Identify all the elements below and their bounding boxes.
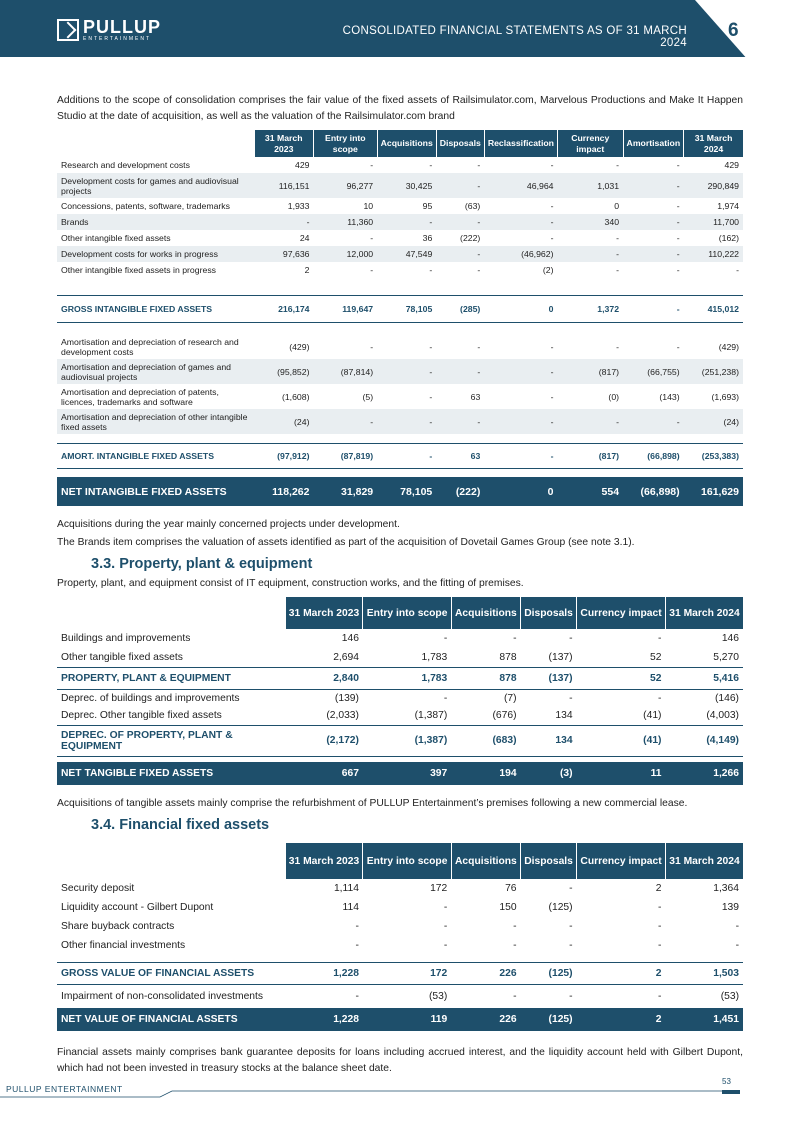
row-value: - xyxy=(477,265,481,275)
gross-total-row xyxy=(57,295,743,322)
table-row xyxy=(57,879,743,898)
table-row xyxy=(57,334,743,359)
section-number: 6 xyxy=(728,20,739,41)
ppe-heading: 3.3. Property, plant & equipment xyxy=(91,556,313,572)
row-label: Deprec. Other tangible fixed assets xyxy=(61,710,222,722)
row-value: - xyxy=(477,160,481,170)
row-value: 24 xyxy=(299,233,310,243)
row-label: Research and development costs xyxy=(61,160,190,170)
row-value: - xyxy=(735,921,739,932)
row-value: (139) xyxy=(334,692,359,704)
row-value: 878 xyxy=(451,667,520,689)
row-value: - xyxy=(443,633,448,644)
ppe-note: Acquisitions of tangible assets mainly comprise the refurbishment of PULLUP Entertainment’s premises following a new commercial lease. xyxy=(57,798,688,809)
row-value: 119 xyxy=(363,1008,451,1031)
row-value: - xyxy=(513,921,517,932)
row-label: Security deposit xyxy=(61,883,135,894)
row-value: (7) xyxy=(503,692,517,704)
net-total-row xyxy=(57,762,743,785)
row-value: 78,105 xyxy=(377,295,436,322)
row-value: - xyxy=(569,990,573,1002)
row-value: - xyxy=(377,359,436,384)
column-header: Reclassification xyxy=(484,130,557,157)
row-value: 1,114 xyxy=(333,883,359,894)
row-value: - xyxy=(513,990,517,1002)
row-value: 2,694 xyxy=(333,651,359,663)
row-value: - xyxy=(735,940,739,951)
row-value: - xyxy=(436,214,484,230)
row-label: PROPERTY, PLANT & EQUIPMENT xyxy=(57,667,285,689)
row-value: (125) xyxy=(548,902,573,913)
row-value: (251,238) xyxy=(684,359,743,384)
row-value: - xyxy=(484,409,557,434)
row-value: - xyxy=(557,409,623,434)
row-value: 429 xyxy=(724,160,739,170)
row-value: 5,270 xyxy=(713,651,739,663)
table-row xyxy=(57,409,743,434)
row-value: 118,262 xyxy=(254,477,313,506)
financial-assets-table xyxy=(57,843,743,1031)
row-label: Development costs for works in progress xyxy=(57,246,254,262)
row-value: (0) xyxy=(608,391,620,402)
row-value: (162) xyxy=(718,233,739,243)
row-value: (2,172) xyxy=(285,725,363,756)
column-header: Acquisitions xyxy=(451,597,520,629)
row-value: - xyxy=(736,265,739,275)
row-value: - xyxy=(557,246,623,262)
logo-name: PULLUP xyxy=(83,17,161,37)
row-value: - xyxy=(443,692,448,704)
row-value: (87,814) xyxy=(313,359,377,384)
row-value: (63) xyxy=(464,201,481,211)
row-value: (676) xyxy=(492,710,517,722)
row-label: NET INTANGIBLE FIXED ASSETS xyxy=(57,477,254,506)
row-value: - xyxy=(443,921,448,932)
row-value: - xyxy=(569,692,573,704)
row-value: 46,964 xyxy=(484,173,557,198)
column-header: Currency impact xyxy=(577,597,666,629)
financial-assets-heading: 3.4. Financial fixed assets xyxy=(91,817,270,833)
row-value: (817) xyxy=(557,443,623,468)
row-label: Concessions, patents, software, trademarks xyxy=(61,201,230,211)
table-row xyxy=(57,898,743,917)
table-row xyxy=(57,936,743,955)
row-value: - xyxy=(616,160,620,170)
row-value: - xyxy=(254,214,313,230)
table-row xyxy=(57,246,743,262)
row-value: 1,933 xyxy=(287,201,310,211)
row-value: (53) xyxy=(720,990,739,1002)
row-value: - xyxy=(658,633,662,644)
column-header: Entry into scope xyxy=(363,843,451,879)
row-value: (429) xyxy=(718,341,739,352)
row-label: Share buyback contracts xyxy=(61,921,175,932)
row-value: 63 xyxy=(470,391,481,402)
row-value: 1,031 xyxy=(557,173,623,198)
row-value: 226 xyxy=(451,1008,520,1031)
row-value: 172 xyxy=(363,962,451,984)
row-value: - xyxy=(443,902,448,913)
row-label: Other tangible fixed assets xyxy=(61,651,183,663)
row-value: 10 xyxy=(363,201,374,211)
row-value: (817) xyxy=(557,359,623,384)
row-value: 150 xyxy=(499,902,517,913)
row-value: (24) xyxy=(684,409,743,434)
row-value: 1,783 xyxy=(421,651,448,663)
row-value: 11,360 xyxy=(313,214,377,230)
row-value: (53) xyxy=(428,990,448,1002)
row-label: DEPREC. OF PROPERTY, PLANT & EQUIPMENT xyxy=(57,725,285,756)
row-value: 878 xyxy=(499,651,517,663)
row-value: 1,228 xyxy=(285,962,363,984)
column-header: Disposals xyxy=(436,130,484,157)
row-label: NET TANGIBLE FIXED ASSETS xyxy=(57,762,285,785)
net-total-row xyxy=(57,477,743,506)
row-value: 31,829 xyxy=(313,477,377,506)
table-row xyxy=(57,629,743,648)
row-value: (137) xyxy=(521,667,577,689)
row-value: - xyxy=(658,940,662,951)
row-value: (253,383) xyxy=(684,443,743,468)
row-label: Other financial investments xyxy=(61,940,186,951)
row-value: - xyxy=(569,921,573,932)
row-value: - xyxy=(355,990,359,1002)
header-title: CONSOLIDATED FINANCIAL STATEMENTS AS OF 31 MARCH 2024 xyxy=(342,25,687,49)
row-value: 226 xyxy=(451,962,520,984)
row-value: (66,898) xyxy=(623,477,684,506)
row-value: - xyxy=(623,295,684,322)
row-value: (137) xyxy=(548,651,573,663)
column-header: 31 March 2024 xyxy=(684,130,743,157)
ppe-table xyxy=(57,597,743,785)
column-header: 31 March 2023 xyxy=(254,130,313,157)
row-value: - xyxy=(658,692,662,704)
row-label: NET VALUE OF FINANCIAL ASSETS xyxy=(57,1008,285,1031)
row-label: Liquidity account - Gilbert Dupont xyxy=(61,902,214,913)
row-value: - xyxy=(623,409,684,434)
row-value: - xyxy=(676,265,680,275)
intangible-assets-table xyxy=(57,130,743,506)
row-value: 1,372 xyxy=(557,295,623,322)
column-header: Acquisitions xyxy=(377,130,436,157)
row-value: - xyxy=(436,246,484,262)
row-value: 11,700 xyxy=(684,214,743,230)
intangible-note-1: Acquisitions during the year mainly concerned projects under development. xyxy=(57,519,400,530)
row-value: 116,151 xyxy=(254,173,313,198)
row-value: 11 xyxy=(577,762,666,785)
row-value: 12,000 xyxy=(313,246,377,262)
row-value: - xyxy=(616,233,620,243)
table-row xyxy=(57,984,743,1008)
row-value: - xyxy=(355,940,359,951)
table-row xyxy=(57,198,743,214)
row-value: (429) xyxy=(289,341,310,352)
row-value: (125) xyxy=(521,962,577,984)
column-header: 31 March 2024 xyxy=(665,843,743,879)
row-value: - xyxy=(550,341,554,352)
row-value: - xyxy=(569,883,573,894)
row-value: - xyxy=(429,265,433,275)
header-blank-cell xyxy=(57,597,285,629)
row-value: 146 xyxy=(721,633,739,644)
header-blank-cell xyxy=(57,130,254,157)
footer-company: PULLUP ENTERTAINMENT xyxy=(6,1084,123,1094)
gross-total-row xyxy=(57,962,743,984)
row-value: - xyxy=(623,173,684,198)
row-value: - xyxy=(569,940,573,951)
row-value: 554 xyxy=(557,477,623,506)
row-value: 95 xyxy=(422,201,433,211)
column-header: 31 March 2024 xyxy=(665,597,743,629)
column-header: Currency impact xyxy=(557,130,623,157)
row-value: - xyxy=(484,443,557,468)
row-value: (41) xyxy=(643,710,662,722)
page-number-tab xyxy=(695,0,800,57)
row-label: Amortisation and depreciation of research and development costs xyxy=(61,336,239,357)
row-value: 119,647 xyxy=(313,295,377,322)
row-value: - xyxy=(429,160,433,170)
ppe-intro: Property, plant, and equipment consist of IT equipment, construction works, and the fitting of premises. xyxy=(57,578,524,589)
row-value: - xyxy=(658,921,662,932)
column-header: Entry into scope xyxy=(313,130,377,157)
row-label: GROSS INTANGIBLE FIXED ASSETS xyxy=(57,295,254,322)
row-value: - xyxy=(569,633,573,644)
row-value: - xyxy=(429,391,433,402)
row-value: 36 xyxy=(422,233,433,243)
column-header: Disposals xyxy=(521,597,577,629)
row-value: 1,364 xyxy=(713,883,739,894)
row-value: 1,451 xyxy=(665,1008,743,1031)
intangible-note-2: The Brands item comprises the valuation of assets identified as part of the acquisition of Dovetail Games Group (see note 3.1). xyxy=(57,537,635,548)
row-value: 146 xyxy=(341,633,359,644)
deprec-total-row xyxy=(57,725,743,756)
row-value: 134 xyxy=(521,725,577,756)
row-label: Deprec. of buildings and improvements xyxy=(61,692,240,704)
row-value: 2,840 xyxy=(285,667,363,689)
row-value: 78,105 xyxy=(377,477,436,506)
row-value: - xyxy=(616,265,620,275)
row-value: (24) xyxy=(254,409,313,434)
row-value: 216,174 xyxy=(254,295,313,322)
row-value: 2 xyxy=(577,1008,666,1031)
row-value: - xyxy=(484,214,557,230)
column-header: Entry into scope xyxy=(363,597,451,629)
page-header xyxy=(0,0,800,57)
row-value: 97,636 xyxy=(254,246,313,262)
row-value: (95,852) xyxy=(254,359,313,384)
row-value: - xyxy=(676,160,680,170)
row-value: - xyxy=(355,921,359,932)
row-value: 110,222 xyxy=(684,246,743,262)
row-value: (5) xyxy=(362,391,374,402)
row-value: - xyxy=(623,214,684,230)
financial-assets-note: Financial assets mainly comprises bank guarantee deposits for loans including accrued interest, and the liquidity account held with Gilbert Dupont, which had not been invested in treasury stocks at the balance sheet date. xyxy=(57,1047,743,1074)
row-value: - xyxy=(313,409,377,434)
row-value: - xyxy=(513,633,517,644)
row-value: 139 xyxy=(721,902,739,913)
row-label: Impairment of non-consolidated investments xyxy=(61,990,264,1002)
row-value: - xyxy=(550,160,554,170)
table-row xyxy=(57,173,743,198)
row-label: Other intangible fixed assets in progress xyxy=(61,265,217,275)
row-value: - xyxy=(436,173,484,198)
row-value: (87,819) xyxy=(313,443,377,468)
row-value: - xyxy=(377,443,436,468)
row-label: AMORT. INTANGIBLE FIXED ASSETS xyxy=(57,443,254,468)
row-value: 5,416 xyxy=(665,667,743,689)
row-value: (66,755) xyxy=(623,359,684,384)
row-label: Other intangible fixed assets xyxy=(61,233,171,243)
row-value: (4,003) xyxy=(706,710,739,722)
row-value: (41) xyxy=(577,725,666,756)
amort-total-row xyxy=(57,443,743,468)
row-value: - xyxy=(623,246,684,262)
table-row xyxy=(57,359,743,384)
row-value: (66,898) xyxy=(623,443,684,468)
row-value: (97,912) xyxy=(254,443,313,468)
row-value: 1,783 xyxy=(363,667,451,689)
row-value: 340 xyxy=(557,214,623,230)
row-value: (125) xyxy=(521,1008,577,1031)
row-value: (222) xyxy=(460,233,481,243)
row-value: - xyxy=(484,359,557,384)
row-value: - xyxy=(658,902,662,913)
table-row xyxy=(57,689,743,707)
row-value: 161,629 xyxy=(684,477,743,506)
row-value: (1,387) xyxy=(414,710,448,722)
row-label: Brands xyxy=(57,214,254,230)
row-value: - xyxy=(550,201,554,211)
column-header: Amortisation xyxy=(623,130,684,157)
logo-mark-icon xyxy=(57,19,79,41)
row-value: 30,425 xyxy=(377,173,436,198)
row-value: 172 xyxy=(430,883,448,894)
row-value: 76 xyxy=(505,883,517,894)
table-row xyxy=(57,648,743,667)
table-row xyxy=(57,262,743,278)
row-value: 667 xyxy=(285,762,363,785)
table-row xyxy=(57,384,743,409)
row-value: - xyxy=(370,341,374,352)
row-value: (285) xyxy=(436,295,484,322)
table-row xyxy=(57,917,743,936)
row-value: - xyxy=(676,233,680,243)
row-value: - xyxy=(377,214,436,230)
row-value: - xyxy=(513,940,517,951)
row-value: (683) xyxy=(451,725,520,756)
row-value: 415,012 xyxy=(684,295,743,322)
row-value: 290,849 xyxy=(684,173,743,198)
row-value: (46,962) xyxy=(484,246,557,262)
row-value: 0 xyxy=(484,477,557,506)
table-row xyxy=(57,707,743,725)
row-value: 52 xyxy=(577,667,666,689)
table-row xyxy=(57,157,743,173)
row-value: - xyxy=(436,409,484,434)
row-value: 2 xyxy=(577,962,666,984)
footer-page-number: 53 xyxy=(722,1077,731,1086)
column-header: 31 March 2023 xyxy=(285,843,363,879)
row-value: 1,974 xyxy=(717,201,739,211)
row-value: - xyxy=(436,359,484,384)
row-value: 134 xyxy=(555,710,573,722)
row-value: 2 xyxy=(304,265,310,275)
row-label: Amortisation and depreciation of other intangible fixed assets xyxy=(57,409,254,434)
row-value: (1,693) xyxy=(711,391,739,402)
row-value: - xyxy=(676,341,680,352)
net-total-row xyxy=(57,1008,743,1031)
row-value: 2 xyxy=(655,883,662,894)
intro-paragraph: Additions to the scope of consolidation comprises the fair value of the fixed assets of Railsimulator.com, Marvelous Productions and Make It Happen Studio at the date of acquisition, as well as the valuation of the Railsimulator.com brand xyxy=(57,95,743,122)
row-value: 429 xyxy=(294,160,310,170)
row-value: (146) xyxy=(714,692,739,704)
row-value: - xyxy=(658,990,662,1002)
row-value: - xyxy=(429,341,433,352)
row-value: (2,033) xyxy=(326,710,359,722)
row-value: (1,387) xyxy=(363,725,451,756)
row-value: 397 xyxy=(363,762,451,785)
column-header: Acquisitions xyxy=(451,843,520,879)
logo-subtitle: ENTERTAINMENT xyxy=(83,36,152,42)
table-row xyxy=(57,230,743,246)
row-value: 0 xyxy=(614,201,620,211)
row-value: 194 xyxy=(451,762,520,785)
table-row xyxy=(57,214,743,230)
row-value: 114 xyxy=(342,902,359,913)
row-value: 47,549 xyxy=(377,246,436,262)
row-value: - xyxy=(370,265,374,275)
gross-total-row xyxy=(57,667,743,689)
row-label: Buildings and improvements xyxy=(61,633,191,644)
row-value: - xyxy=(550,391,554,402)
row-value: 96,277 xyxy=(313,173,377,198)
row-value: (222) xyxy=(436,477,484,506)
row-value: 1,228 xyxy=(285,1008,363,1031)
row-label: Amortisation and depreciation of games and audiovisual projects xyxy=(57,359,254,384)
row-label: Development costs for games and audiovisual projects xyxy=(57,173,254,198)
row-value: (3) xyxy=(521,762,577,785)
row-label: GROSS VALUE OF FINANCIAL ASSETS xyxy=(57,962,285,984)
column-header: 31 March 2023 xyxy=(285,597,363,629)
row-value: - xyxy=(377,409,436,434)
column-header: Currency impact xyxy=(577,843,666,879)
row-value: - xyxy=(550,233,554,243)
pullup-logo xyxy=(57,17,161,43)
row-value: - xyxy=(676,201,680,211)
row-value: (143) xyxy=(659,391,680,402)
row-value: 1,266 xyxy=(665,762,743,785)
row-label: Amortisation and depreciation of patents, licences, trademarks and software xyxy=(61,386,219,407)
row-value: (2) xyxy=(542,265,554,275)
row-value: 63 xyxy=(436,443,484,468)
header-blank-cell xyxy=(57,843,285,879)
row-value: - xyxy=(616,341,620,352)
row-value: (1,608) xyxy=(281,391,310,402)
row-value: (4,149) xyxy=(665,725,743,756)
row-value: 0 xyxy=(484,295,557,322)
row-value: - xyxy=(443,940,448,951)
column-header: Disposals xyxy=(521,843,577,879)
row-value: 1,503 xyxy=(665,962,743,984)
row-value: - xyxy=(370,160,374,170)
row-value: - xyxy=(370,233,374,243)
row-value: - xyxy=(477,341,481,352)
row-value: 52 xyxy=(650,651,662,663)
